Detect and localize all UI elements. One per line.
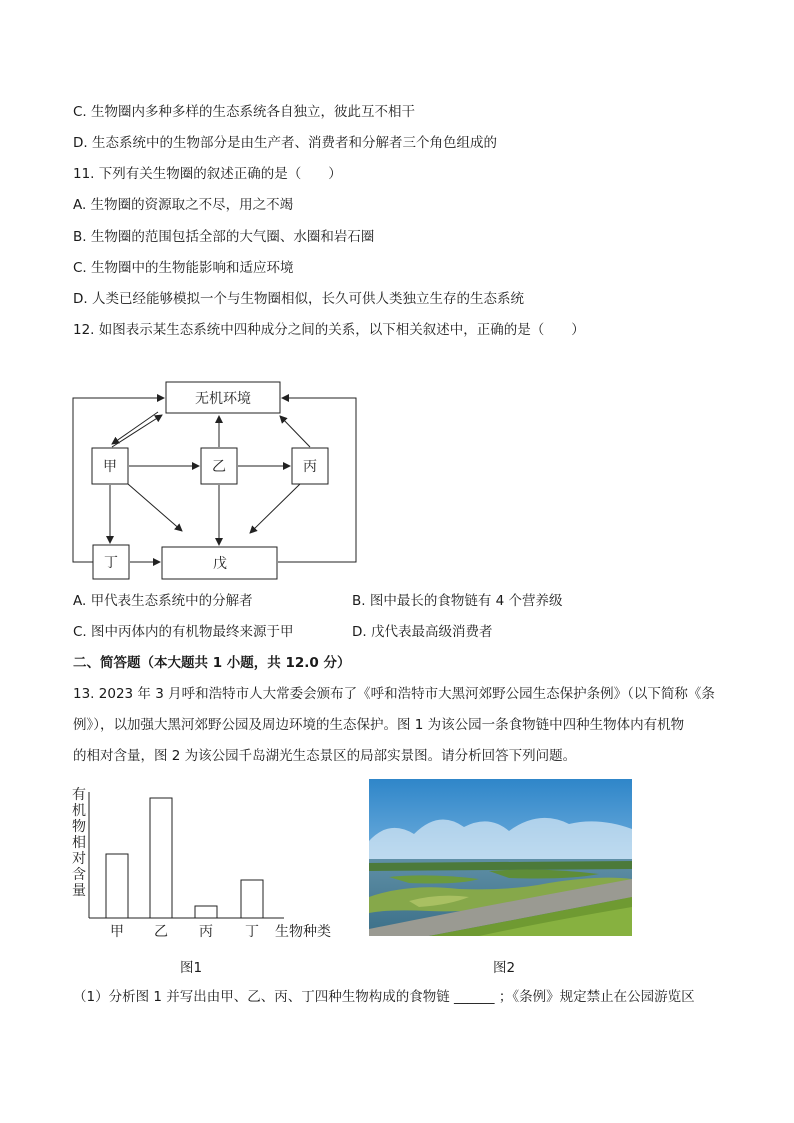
ecosystem-diagram	[60, 370, 380, 590]
bar-2	[195, 906, 217, 918]
bar-0	[106, 854, 128, 918]
q11-stem: 11. 下列有关生物圈的叙述正确的是（ ）	[73, 166, 342, 182]
label-jia: 甲	[103, 459, 117, 475]
q11-option-a: A. 生物圈的资源取之不尽，用之不竭	[73, 197, 294, 213]
y-axis-label-char: 相	[72, 835, 86, 851]
q11-option-b: B. 生物圈的范围包括全部的大气圈、水圈和岩石圈	[73, 229, 375, 245]
y-axis-label	[72, 787, 86, 899]
q12-stem: 12. 如图表示某生态系统中四种成分之间的关系，以下相关叙述中，正确的是（ ）	[73, 322, 585, 338]
q13-sub1: （1）分析图 1 并写出由甲、乙、丙、丁四种生物构成的食物链 ______ ；《条例》规定禁止在公园游览区	[73, 989, 695, 1005]
x-axis-label: 生物种类	[275, 924, 331, 940]
figure2-caption: 图2	[493, 960, 516, 976]
figure1-bar-chart	[60, 780, 350, 945]
q11-option-c: C. 生物圈中的生物能影响和适应环境	[73, 260, 294, 276]
x-tick-label: 丙	[199, 924, 213, 940]
y-axis-label-char: 含	[72, 867, 86, 883]
figure2-lake-photo	[369, 779, 632, 936]
q12-option-b: B. 图中最长的食物链有 4 个营养级	[352, 593, 563, 609]
q12-option-a: A. 甲代表生态系统中的分解者	[73, 593, 253, 609]
label-bing: 丙	[303, 459, 317, 475]
y-axis-label-char: 物	[72, 819, 86, 835]
label-wu: 戊	[213, 556, 227, 572]
q11-option-d: D. 人类已经能够模拟一个与生物圈相似，长久可供人类独立生存的生态系统	[73, 291, 524, 307]
q13-line-2: 例》），以加强大黑河郊野公园及周边环境的生态保护。图 1 为该公园一条食物链中四种生物体内有机物	[73, 717, 685, 733]
x-tick-label: 丁	[245, 924, 259, 940]
y-axis-label-char: 量	[72, 883, 86, 899]
q10-option-d: D. 生态系统中的生物部分是由生产者、消费者和分解者三个角色组成的	[73, 135, 497, 151]
y-axis-label-char: 机	[72, 803, 86, 819]
label-yi: 乙	[212, 459, 226, 475]
q10-option-c: C. 生物圈内多种多样的生态系统各自独立，彼此互不相干	[73, 104, 416, 120]
figure1-caption: 图1	[180, 960, 203, 976]
y-axis-label-char: 对	[72, 851, 86, 867]
label-ding: 丁	[104, 555, 118, 571]
x-tick-label: 乙	[154, 924, 168, 940]
bar-1	[150, 798, 172, 918]
bar-3	[241, 880, 263, 918]
q13-line-3: 的相对含量，图 2 为该公园千岛湖光生态景区的局部实景图。请分析回答下列问题。	[73, 748, 577, 764]
q12-option-c: C. 图中丙体内的有机物最终来源于甲	[73, 624, 294, 640]
x-tick-label: 甲	[110, 924, 124, 940]
section-heading: 二、简答题（本大题共 1 小题，共 12.0 分）	[73, 655, 351, 671]
y-axis-label-char: 有	[72, 787, 86, 803]
q13-line-1: 13. 2023 年 3 月呼和浩特市人大常委会颁布了《呼和浩特市大黑河郊野公园生态保护条例》（以下简称《条	[73, 686, 715, 702]
label-inorganic-env: 无机环境	[195, 391, 251, 407]
q12-option-d: D. 戊代表最高级消费者	[352, 624, 493, 640]
